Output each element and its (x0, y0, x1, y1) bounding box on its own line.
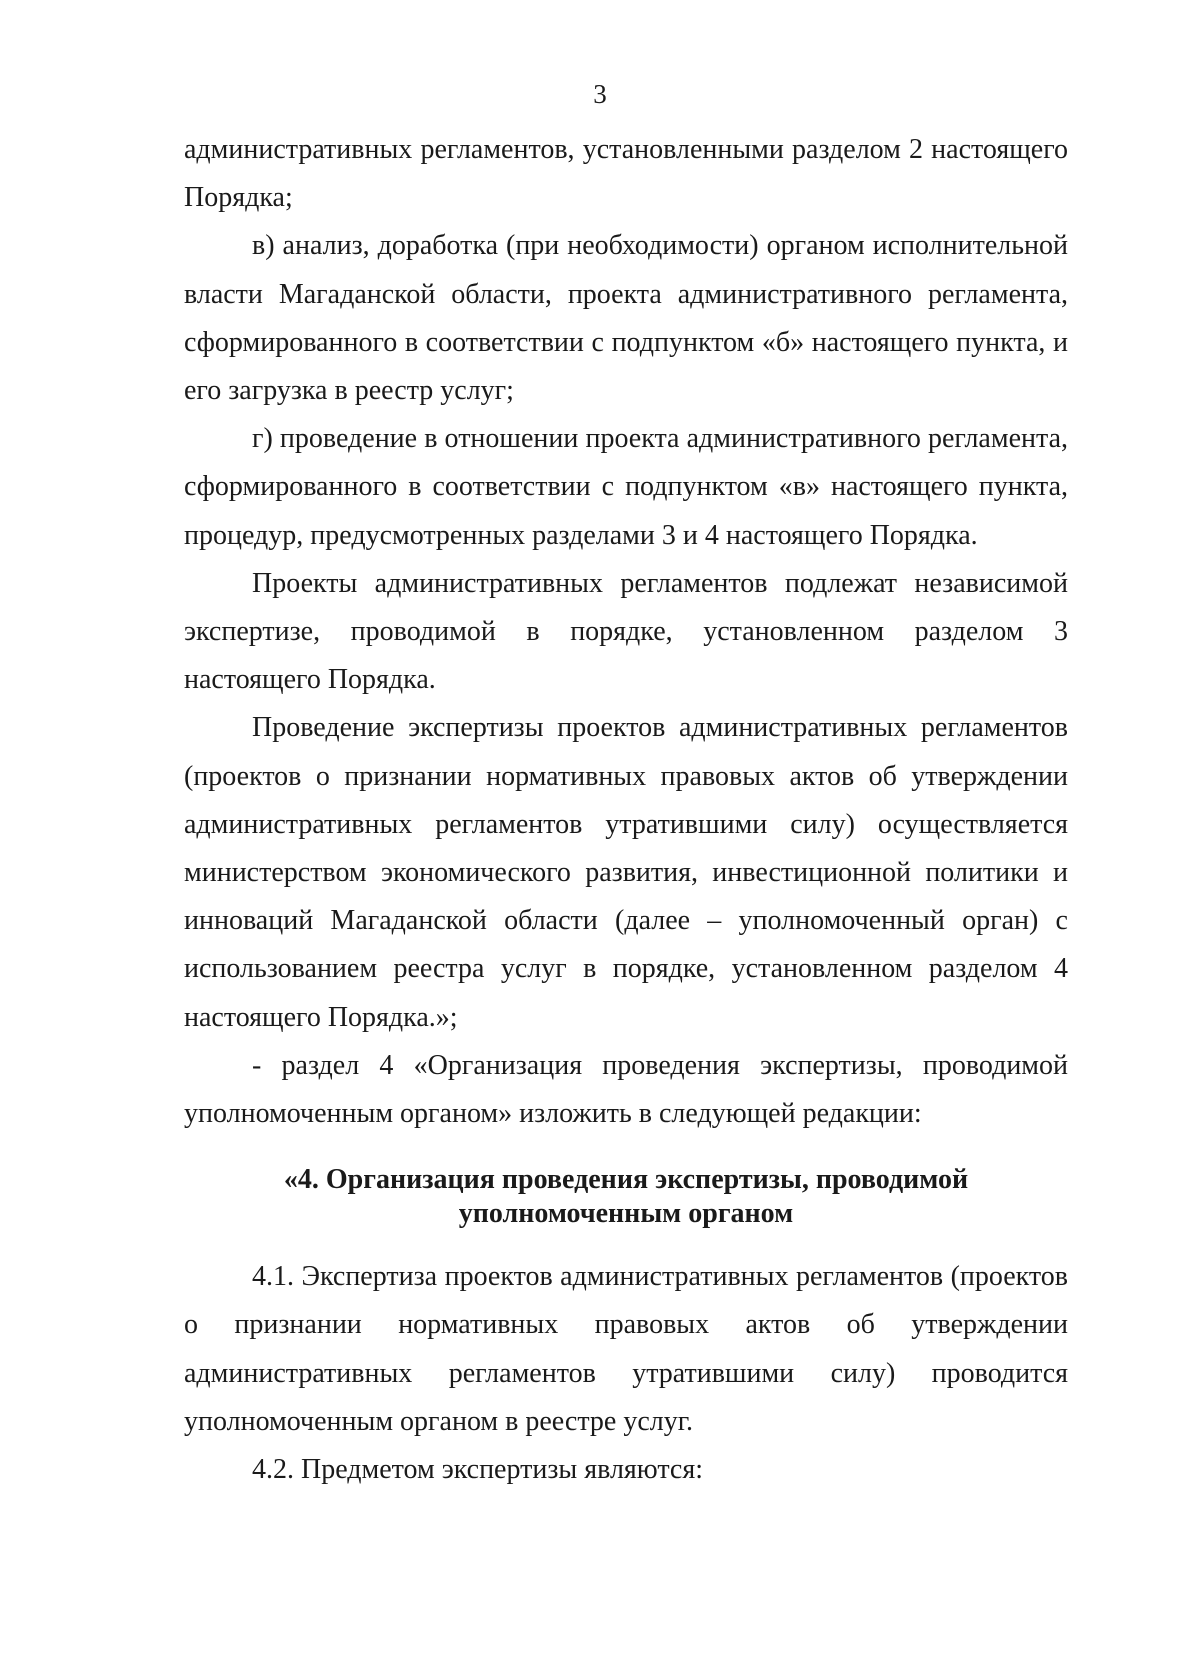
section-heading-line-1: «4. Организация проведения экспертизы, проводимой (283, 1164, 969, 1196)
paragraph-continuation: административных регламентов, установленными разделом 2 настоящего Порядка; (184, 134, 1068, 214)
section-heading (184, 1163, 1068, 1231)
paragraph-item-g: г) проведение в отношении проекта административного регламента, сформированного в соответствии с подпунктом «в» настоящего пункта, процедур, предусмотренных разделами 3 и 4 настоящего Порядка. (184, 423, 1068, 551)
section-heading-line-2: уполномоченным органом (458, 1198, 794, 1230)
paragraph-independent-expertise: Проекты административных регламентов подлежат независимой экспертизе, проводимой в порядке, установленном разделом 3 настоящего Порядка. (184, 567, 1068, 696)
paragraph-item-v: в) анализ, доработка (при необходимости) органом исполнительной власти Магаданской области, проекта административного регламента, сформированного в соответствии с подпунктом «б» настоящего пункта, и его загрузка в реестр услуг; (184, 230, 1068, 407)
paragraph-4-1: 4.1. Экспертиза проектов административных регламентов (проектов о признании нормативных правовых актов об утверждении административных регламентов утратившими силу) проводится уполномоченным органом в реестре услуг. (184, 1261, 1068, 1437)
page-number: 3 (593, 79, 607, 109)
paragraph-section-4-amendment: - раздел 4 «Организация проведения экспертизы, проводимой уполномоченным органом» изложить в следующей редакции: (184, 1049, 1068, 1130)
document-body (184, 126, 1068, 1494)
paragraph-4-2: 4.2. Предметом экспертизы являются: (252, 1454, 704, 1486)
paragraph-expertise-conduct: Проведение экспертизы проектов административных регламентов (проектов о признании нормативных правовых актов об утверждении административных регламентов утратившими силу) осуществляется министерством экономического развития, инвестиционной политики и инноваций Магаданской области (далее – уполномоченный орган) с использованием реестра услуг в порядке, установленном разделом 4 настоящего Порядка.»; (184, 712, 1068, 1033)
